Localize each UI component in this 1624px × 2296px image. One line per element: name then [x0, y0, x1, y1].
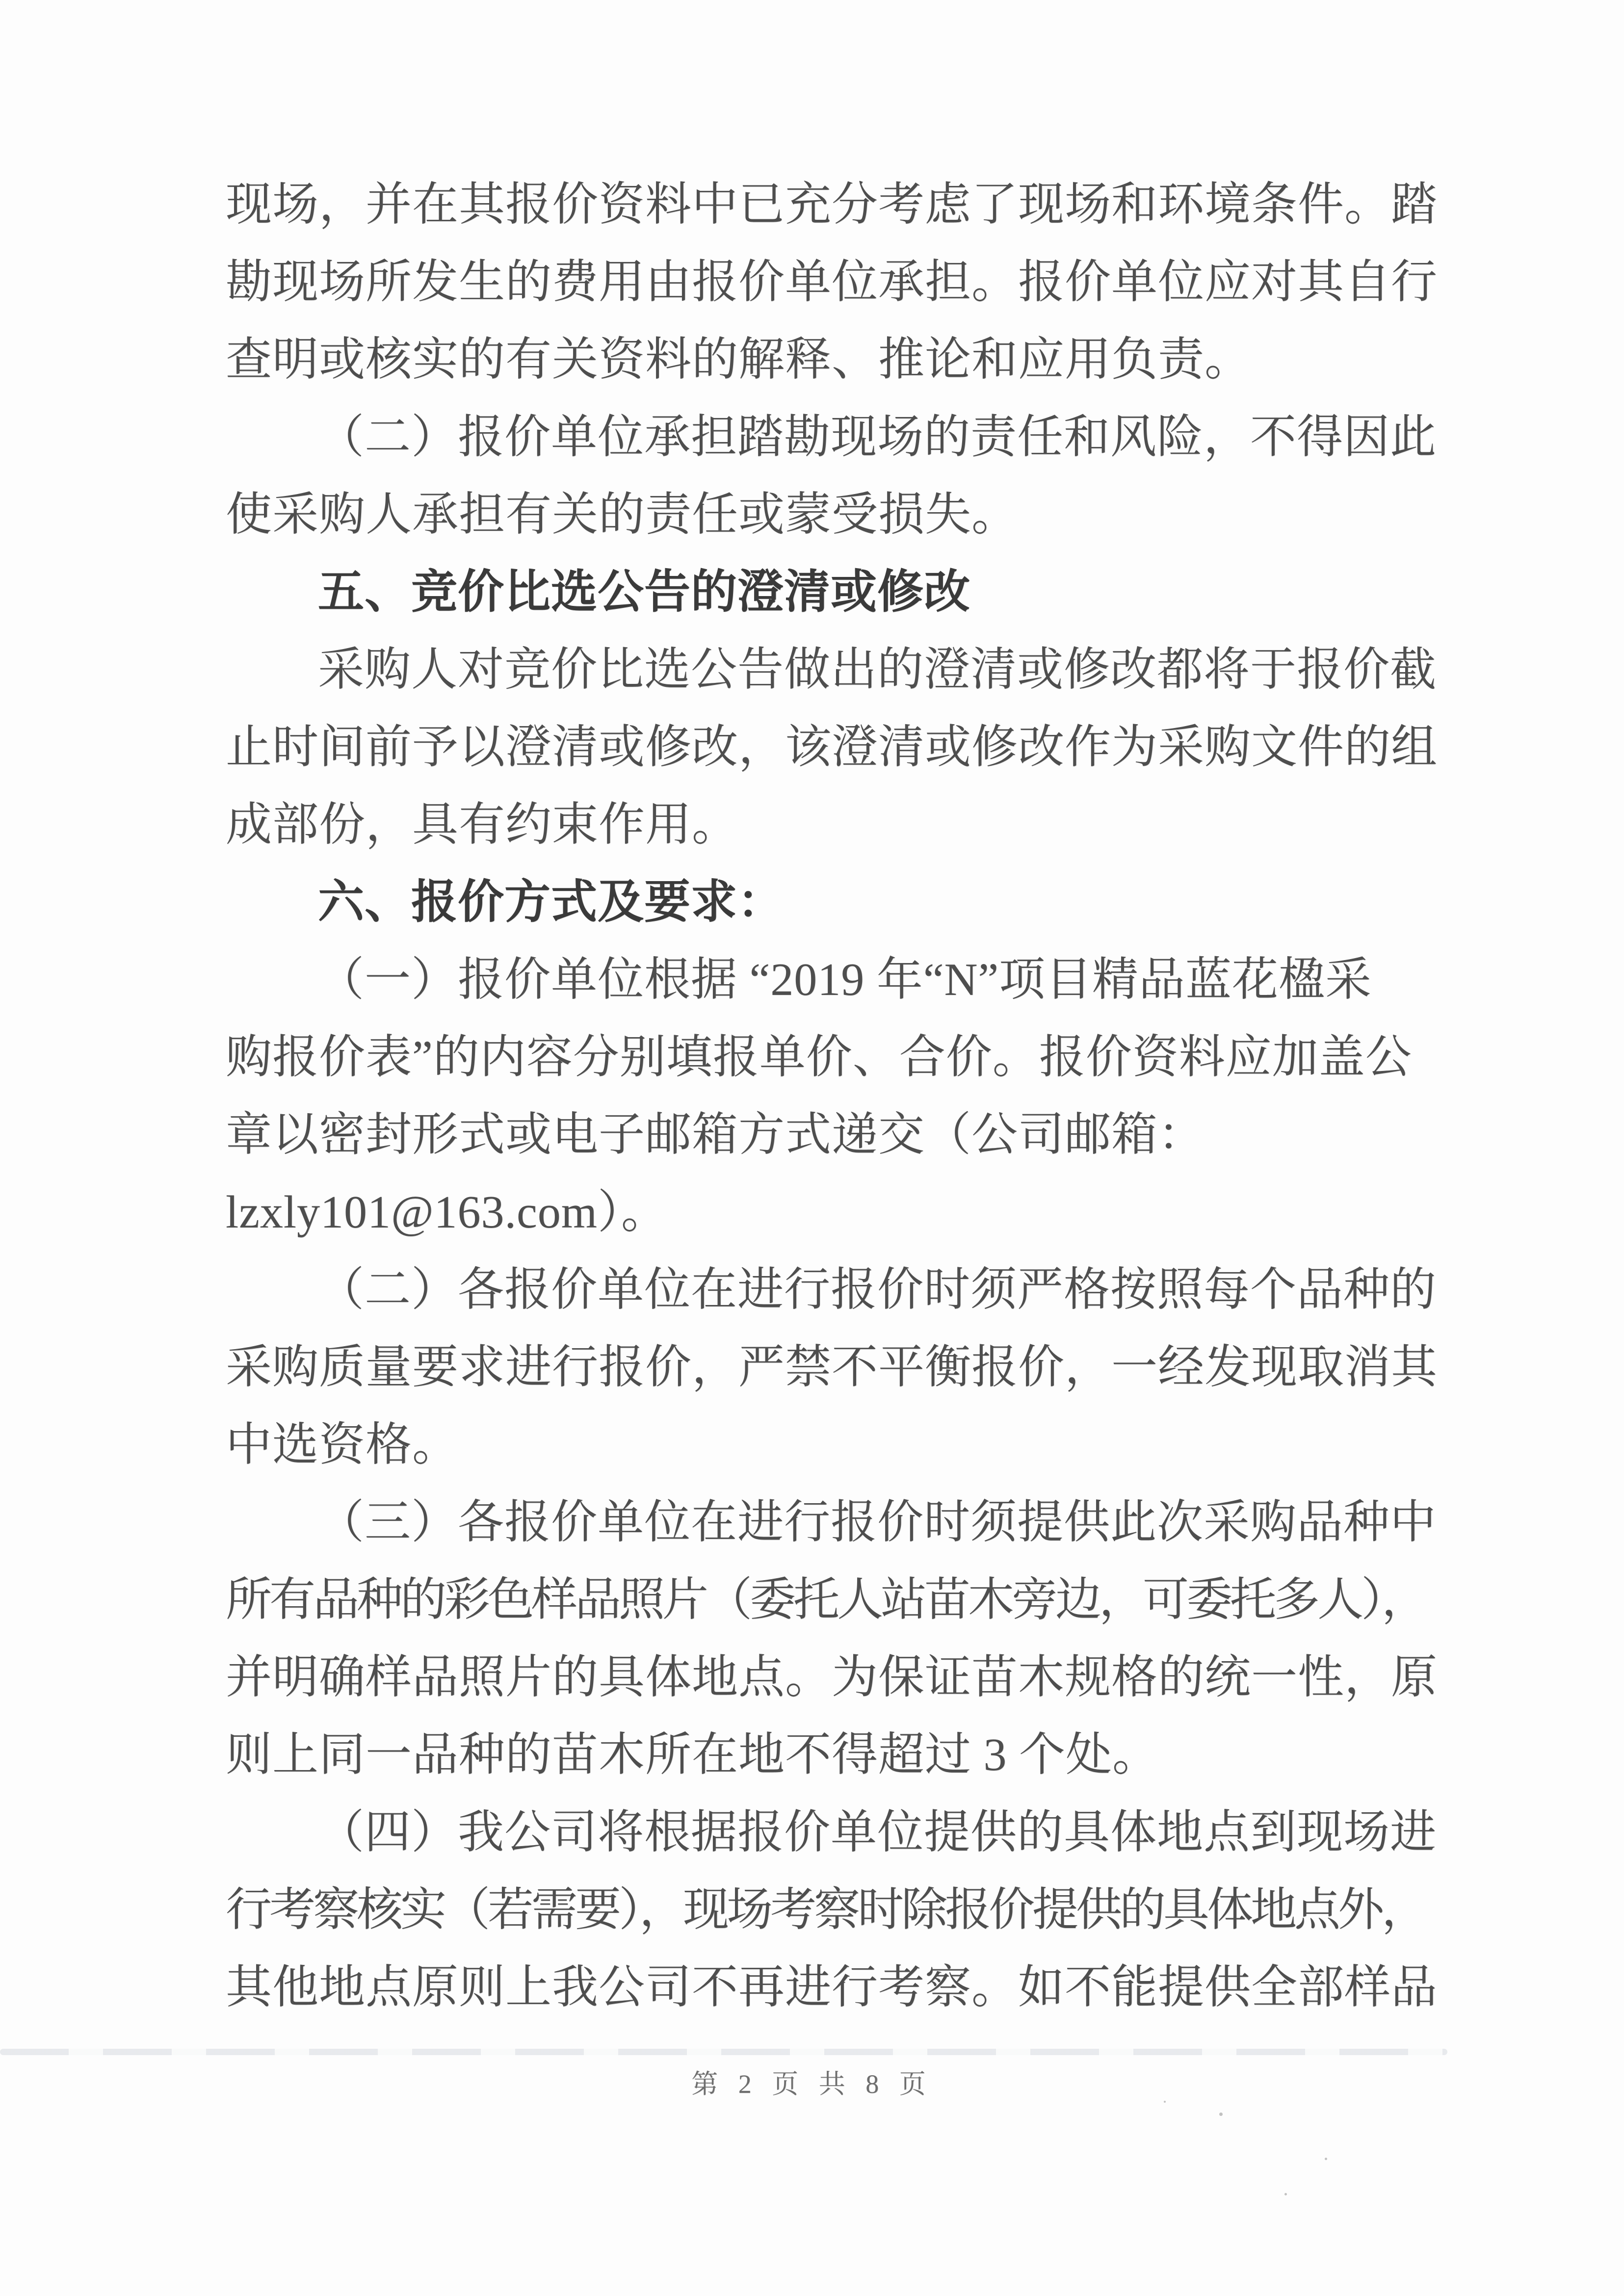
text-line: 使采购人承担有关的责任或蒙受损失。 — [226, 489, 1019, 540]
text-line: 采购质量要求进行报价，严禁不平衡报价，一经发现取消其 — [226, 1342, 1438, 1393]
text-line: 勘现场所发生的费用由报价单位承担。报价单位应对其自行 — [226, 257, 1438, 308]
text-line: 查明或核实的有关资料的解释、推论和应用负责。 — [226, 334, 1252, 385]
heading-section-6: 六、报价方式及要求： — [318, 877, 785, 928]
text-line: 所有品种的彩色样品照片（委托人站苗木旁边，可委托多人）， — [226, 1574, 1426, 1625]
scan-streak-artifact — [0, 2049, 1447, 2055]
text-line: 现场，并在其报价资料中已充分考虑了现场和环境条件。踏 — [226, 179, 1438, 230]
scan-noise-speck — [1219, 2113, 1223, 2116]
scan-noise-speck — [1325, 2158, 1327, 2160]
heading-section-5: 五、竞价比选公告的澄清或修改 — [318, 567, 971, 618]
text-line: 章以密封形式或电子邮箱方式递交（公司邮箱： — [226, 1109, 1205, 1160]
text-line: （一）报价单位根据 “2019 年“N”项目精品蓝花楹采 — [318, 954, 1372, 1005]
text-line: 采购人对竞价比选公告做出的澄清或修改都将于报价截 — [318, 644, 1437, 695]
text-line: （四）我公司将根据报价单位提供的具体地点到现场进 — [318, 1807, 1437, 1858]
text-line: （三）各报价单位在进行报价时须提供此次采购品种中 — [318, 1497, 1437, 1548]
text-line: 成部份，具有约束作用。 — [226, 799, 739, 850]
email-line: lzxly101@163.com）。 — [226, 1187, 668, 1238]
page-footer: 第 2 页 共 8 页 — [691, 2069, 933, 2099]
scan-noise-speck — [1164, 2101, 1166, 2103]
text-line: 止时间前予以澄清或修改，该澄清或修改作为采购文件的组 — [226, 722, 1438, 773]
text-line: 其他地点原则上我公司不再进行考察。如不能提供全部样品 — [226, 1962, 1438, 2013]
text-line: 行考察核实（若需要），现场考察时除报价提供的具体地点外， — [226, 1884, 1426, 1935]
scan-noise-speck — [1284, 2193, 1287, 2195]
text-line: 中选资格。 — [226, 1419, 459, 1470]
text-line: 则上同一品种的苗木所在地不得超过 3 个处。 — [226, 1729, 1159, 1780]
text-line: （二）各报价单位在进行报价时须严格按照每个品种的 — [318, 1264, 1437, 1315]
text-line: （二）报价单位承担踏勘现场的责任和风险，不得因此 — [318, 412, 1437, 463]
document-text-block — [226, 166, 1438, 2026]
text-line: 并明确样品照片的具体地点。为保证苗木规格的统一性，原 — [226, 1652, 1438, 1703]
text-line: 购报价表”的内容分别填报单价、合价。报价资料应加盖公 — [226, 1032, 1412, 1083]
